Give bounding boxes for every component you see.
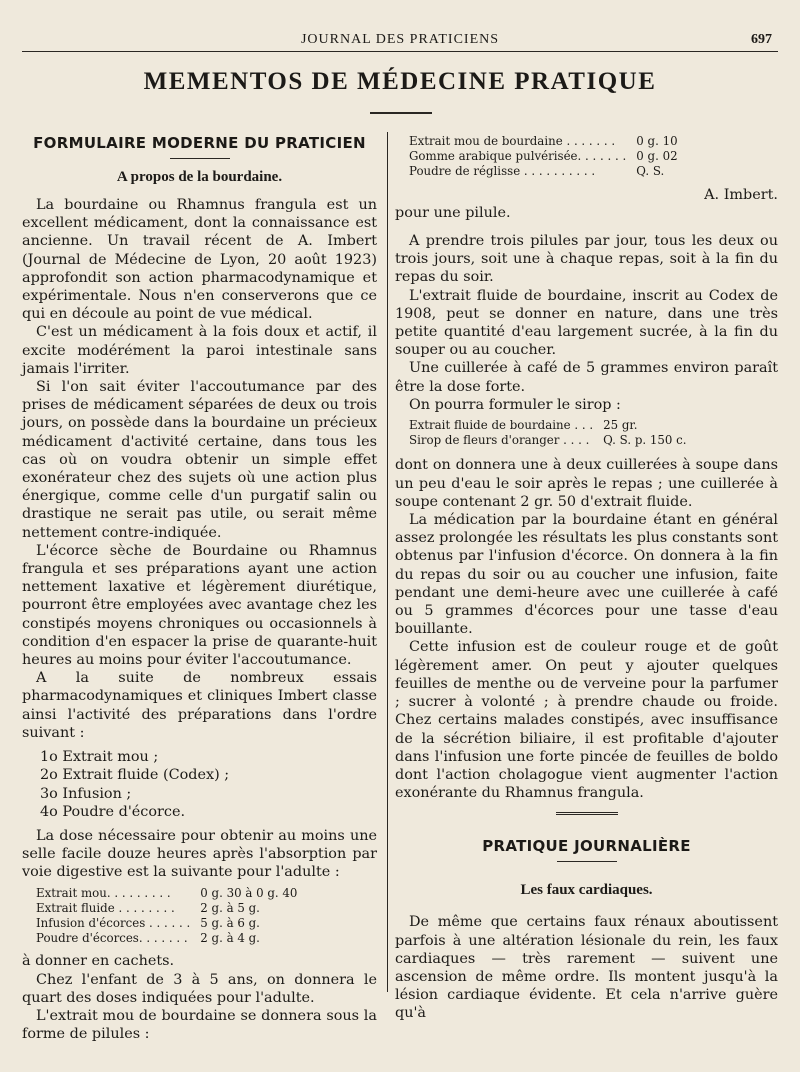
right-column: [395, 134, 778, 1023]
column-divider: [387, 132, 388, 992]
dosage-qty: 0 g. 30 à 0 g. 40: [200, 885, 298, 900]
syrup-recipe-table: [409, 418, 691, 448]
dosage-name: Extrait mou. . . . . . . . .: [36, 885, 171, 900]
paragraph: L'écorce sèche de Bourdaine ou Rhamnus frangula et ses préparations ayant une action nettement laxative et légèrement diurétique, pourront être employées avec avantage chez les constipés moyens chroniques ou occasionnels à condition d'en espacer la prise de quarante-huit heures au moins pour éviter l'accoutumance.: [22, 542, 377, 669]
recipe-name: Poudre de réglisse . . . . . . . . . .: [409, 164, 596, 179]
dosage-qty: 5 g. à 6 g.: [200, 915, 260, 930]
section-title-formulaire: FORMULAIRE MODERNE DU PRATICIEN: [33, 134, 366, 152]
paragraph: La bourdaine ou Rhamnus frangula est un excellent médicament, dont la connaissance est ancienne. Un travail récent de A. Imbert (Journal de Médecine de Lyon, 20 août 1923) approfondit son action pharmacodynamique et expérimentale. Nous n'en conserverons que ce qui en découle au point de vue médical.: [22, 197, 377, 323]
main-title: MEMENTOS DE MÉDECINE PRATIQUE: [143, 68, 657, 95]
paragraph: Une cuillerée à café de 5 grammes environ paraît être la dose forte.: [395, 360, 778, 395]
header-rule: [22, 51, 778, 52]
paragraph: Chez l'enfant de 3 à 5 ans, on donnera le quart des doses indiquées pour l'adulte.: [22, 971, 377, 1006]
table-row: [36, 886, 301, 901]
section-rule: [170, 158, 230, 159]
table-row: [409, 149, 682, 164]
dosage-qty: 2 g. à 5 g.: [200, 900, 260, 915]
recipe-name: Extrait mou de bourdaine . . . . . . .: [409, 134, 616, 148]
table-row: [36, 931, 301, 946]
paragraph: dont on donnera une à deux cuillerées à soupe dans un peu d'eau le soir après le repas ; une cuillerée à soupe contenant 2 gr. 50 d'extrait fluide.: [395, 457, 778, 510]
running-title: JOURNAL DES PRATICIENS: [300, 32, 500, 47]
left-column: [22, 134, 377, 1043]
recipe-qty: Q. S. p. 150 c.: [603, 433, 687, 448]
table-row: [409, 134, 682, 149]
paragraph: L'extrait fluide de bourdaine, inscrit au Codex de 1908, peut se donner en nature, dans une très petite quantité d'eau largement sucrée, à la fin du souper ou au coucher.: [395, 287, 778, 359]
paragraph: Cette infusion est de couleur rouge et de goût légèrement amer. On peut y ajouter quelques feuilles de menthe ou de verveine pour la parfumer ; sucrer à volonté ; à prendre chaude ou froide. Chez certains malades constipés, avec insuffisance de la sécrétion biliaire, il est profitable d'ajouter dans l'infusion une forte pincée de feuilles de boldo dont l'action cholagogue vient augmenter l'action exonérante du Rhamnus frangula.: [395, 639, 778, 802]
recipe-qty: 0 g. 10: [636, 134, 678, 148]
preparations-list: [40, 748, 377, 821]
section-rule: [557, 861, 617, 862]
dosage-name: Poudre d'écorces. . . . . . .: [36, 931, 188, 946]
list-item: 1o Extrait mou ;: [40, 749, 159, 766]
table-row: [36, 901, 301, 916]
recipe-name: Gomme arabique pulvérisée. . . . . . .: [409, 149, 627, 164]
paragraph: Si l'on sait éviter l'accoutumance par des prises de médicament séparées de deux ou trois jours, on possède dans la bourdaine un précieux médicament d'activité certaine, dans tous les cas où on voudra obtenir un simple effet exonérateur chez des sujets où une action plus énergique, comme celle d'un purgatif salin ou drastique ne serait pas utile, ou serait même nettement contre-indiquée.: [22, 379, 377, 541]
list-item: 4o Poudre d'écorce.: [40, 803, 186, 820]
paragraph: On pourra formuler le sirop :: [409, 396, 621, 413]
dosage-table: [36, 886, 301, 947]
table-row: [409, 418, 691, 433]
list-item: 3o Infusion ;: [40, 785, 132, 802]
dosage-name: Extrait fluide . . . . . . . .: [36, 900, 175, 915]
recipe-qty: Q. S.: [636, 164, 665, 179]
paragraph: pour une pilule.: [395, 204, 511, 221]
table-row: [409, 164, 682, 179]
article-subtitle-faux-cardiaques: Les faux cardiaques.: [520, 882, 653, 899]
paragraph: L'extrait mou de bourdaine se donnera sous la forme de pilules :: [22, 1007, 377, 1043]
paragraph: De même que certains faux rénaux aboutissent parfois à une altération lésionale du rein, les faux cardiaques — très rarement — suivent une ascension de même ordre. Ils montent jusqu'à la lésion cardiaque évidente. Et cela n'arrive guère qu'à: [395, 914, 778, 1022]
page-number: 697: [751, 32, 772, 47]
paragraph: A prendre trois pilules par jour, tous les deux ou trois jours, soit une à chaque repas, soit à la fin du repas du soir.: [395, 233, 778, 286]
section-title-pratique: PRATIQUE JOURNALIÈRE: [482, 837, 691, 856]
paragraph: La dose nécessaire pour obtenir au moins une selle facile douze heures après l'absorption par voie digestive est la suivante pour l'adulte :: [22, 827, 377, 881]
list-item: 2o Extrait fluide (Codex) ;: [40, 767, 230, 784]
recipe-name: Extrait fluide de bourdaine . . .: [409, 418, 594, 433]
author-signature: A. Imbert.: [704, 186, 778, 203]
recipe-name: Sirop de fleurs d'oranger . . . .: [409, 433, 590, 448]
title-rule: [370, 112, 432, 114]
paragraph: A la suite de nombreux essais pharmacodynamiques et cliniques Imbert classe ainsi l'activité des préparations dans l'ordre suivant :: [22, 670, 377, 741]
article-subtitle-bourdaine: A propos de la bourdaine.: [116, 169, 283, 185]
paragraph: La médication par la bourdaine étant en général assez prolongée les résultats les plus constants sont obtenus par l'infusion d'écorce. On donnera à la fin du repas du soir ou au coucher une infusion, faite pendant une demi-heure avec une cuillerée à café ou 5 grammes d'écorces pour une tasse d'eau bouillante.: [395, 512, 778, 638]
dosage-qty: 2 g. à 4 g.: [200, 931, 260, 946]
paragraph: C'est un médicament à la fois doux et actif, il excite modérément la paroi intestinale sans jamais l'irriter.: [22, 324, 377, 377]
running-header: [22, 30, 778, 52]
table-row: [409, 433, 691, 448]
dosage-name: Infusion d'écorces . . . . . .: [36, 915, 191, 930]
table-row: [36, 916, 301, 931]
paragraph: à donner en cachets.: [22, 953, 175, 970]
recipe-qty: 25 gr.: [603, 418, 638, 433]
section-separator: [556, 812, 618, 815]
pill-recipe-table: [409, 134, 682, 180]
recipe-qty: 0 g. 02: [636, 149, 678, 164]
